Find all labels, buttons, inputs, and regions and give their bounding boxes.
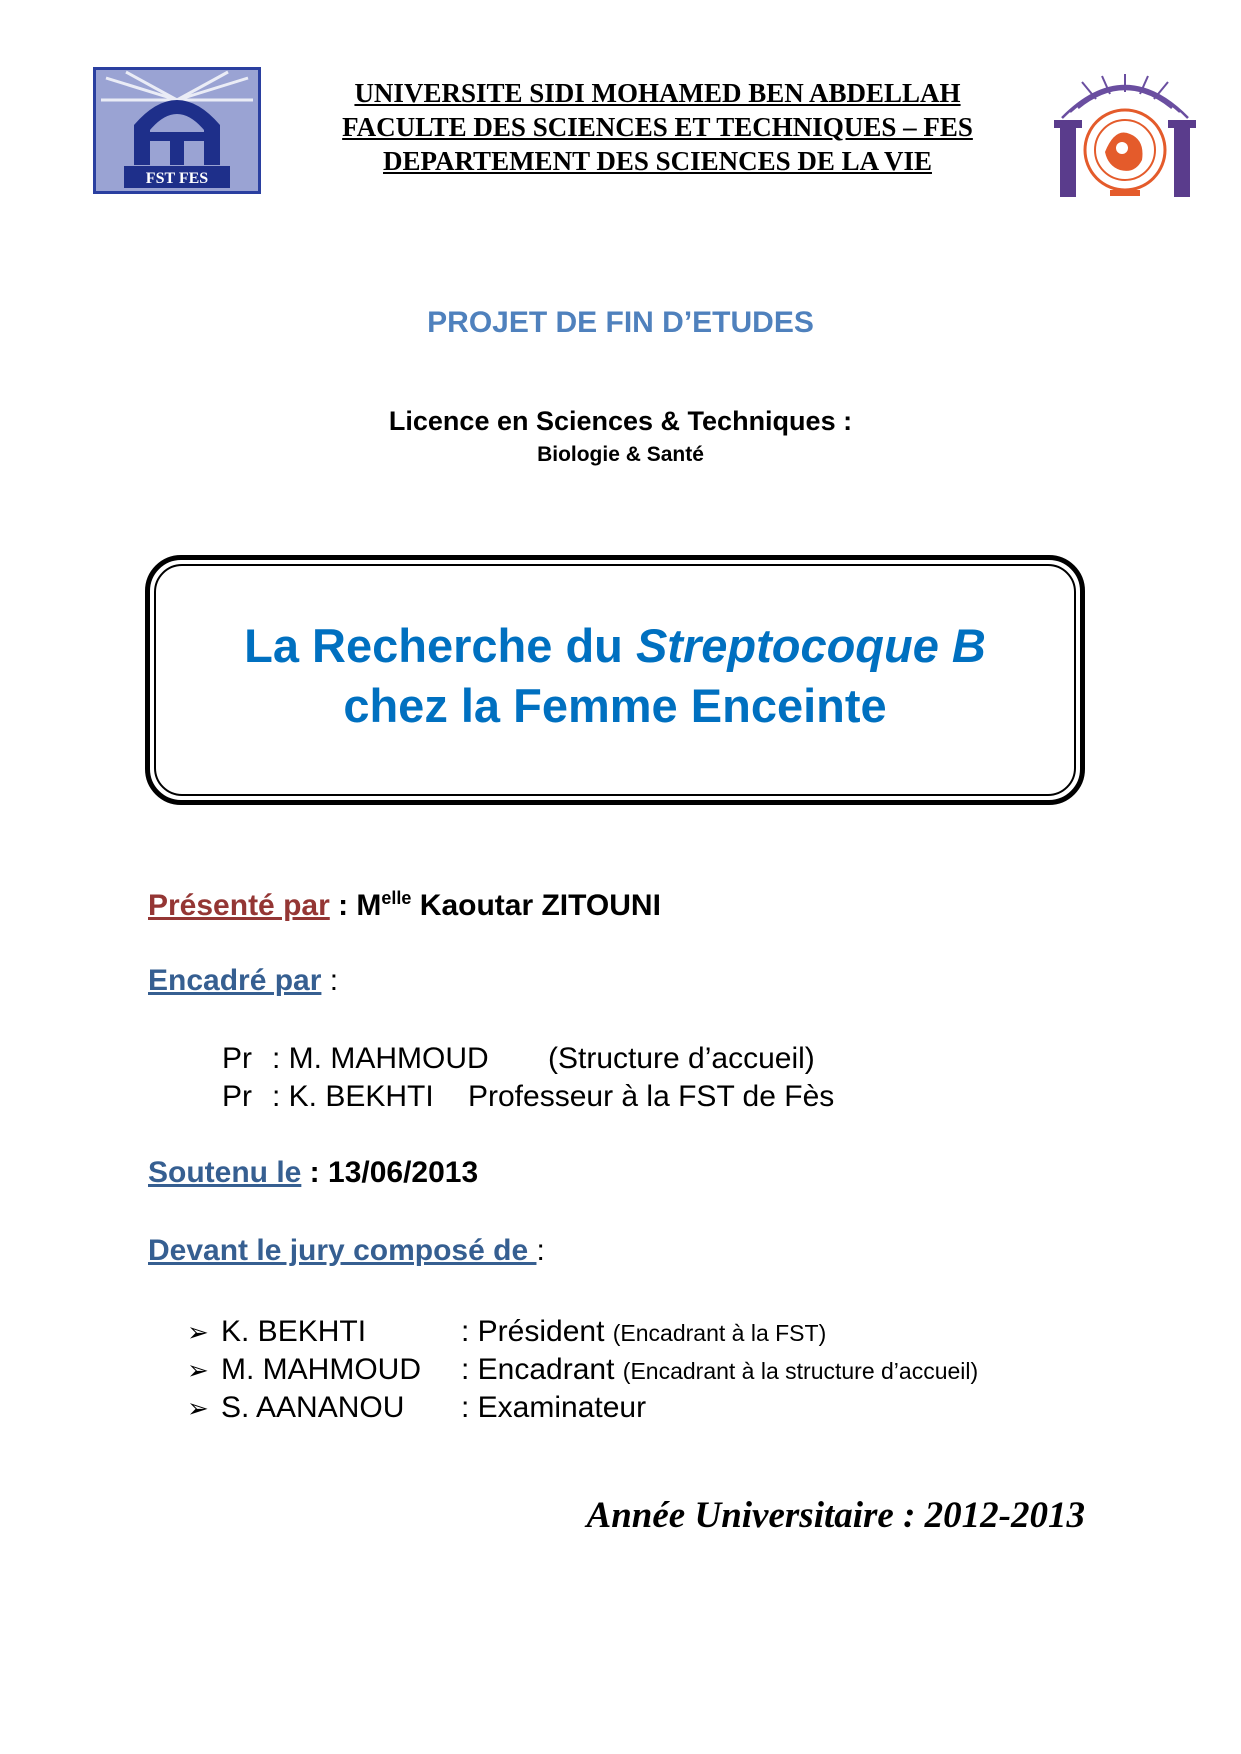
defense-date-row <box>148 1156 478 1190</box>
supervisor-title: Pr <box>222 1042 252 1075</box>
supervisor-line <box>222 1042 815 1076</box>
jury-label: Devant le jury composé de <box>148 1234 537 1267</box>
speciality-label: Biologie & Santé <box>537 443 704 466</box>
jury-row <box>148 1234 545 1268</box>
supervisor-role: Professeur à la FST de Fès <box>468 1080 835 1113</box>
supervisor-line <box>222 1080 834 1114</box>
jury-member-role: : Président <box>461 1315 605 1348</box>
jury-member-name: K. BEKHTI <box>221 1315 367 1348</box>
arrow-bullet-icon: ➢ <box>187 1317 209 1347</box>
defense-date-value: : 13/06/2013 <box>301 1156 479 1189</box>
jury-member-note: (Encadrant à la structure d’accueil) <box>622 1358 979 1384</box>
jury-member-role: : Encadrant <box>461 1353 615 1386</box>
presenter-name: Kaoutar ZITOUNI <box>411 889 661 922</box>
title-italic-organism: Streptocoque B <box>635 619 986 672</box>
presented-by-row <box>148 888 661 923</box>
left-logo-text: FST FES <box>145 170 209 187</box>
title-line-1 <box>145 616 1085 676</box>
presented-title-sup: elle <box>381 888 412 908</box>
supervised-sep: : <box>321 964 339 997</box>
jury-member <box>187 1391 646 1425</box>
supervisor-role: (Structure d’accueil) <box>548 1042 815 1075</box>
jury-member-role: : Examinateur <box>461 1391 647 1424</box>
fst-fes-logo <box>93 67 261 194</box>
jury-member <box>187 1315 826 1349</box>
title-line-2: chez la Femme Enceinte <box>343 679 887 732</box>
supervised-by-row <box>148 964 338 998</box>
jury-member <box>187 1353 978 1387</box>
licence-label: Licence en Sciences & Techniques : <box>388 406 853 436</box>
university-seal-logo <box>1050 72 1200 207</box>
jury-sep: : <box>536 1234 545 1267</box>
university-name: UNIVERSITE SIDI MOHAMED BEN ABDELLAH <box>354 78 961 108</box>
institution-header <box>290 76 1025 178</box>
jury-member-name: S. AANANOU <box>221 1391 405 1424</box>
supervisor-name: : M. MAHMOUD <box>272 1042 489 1075</box>
academic-year: Année Universitaire : 2012-2013 <box>586 1495 1085 1536</box>
jury-member-note: (Encadrant à la FST) <box>612 1320 827 1346</box>
supervisor-name: : K. BEKHTI <box>272 1080 434 1113</box>
title-part1: La Recherche du <box>244 619 636 672</box>
supervisor-title: Pr <box>222 1080 252 1113</box>
department-name: DEPARTEMENT DES SCIENCES DE LA VIE <box>383 146 932 176</box>
jury-member-name: M. MAHMOUD <box>221 1353 421 1386</box>
thesis-title <box>145 616 1085 736</box>
faculty-name: FACULTE DES SCIENCES ET TECHNIQUES – FES <box>342 112 973 142</box>
arrow-bullet-icon: ➢ <box>187 1393 209 1423</box>
fst-fes-emblem-icon <box>96 70 258 191</box>
supervised-by-label: Encadré par <box>148 964 322 997</box>
university-seal-icon <box>1050 72 1200 207</box>
defense-date-label: Soutenu le <box>148 1156 302 1189</box>
project-type-label: PROJET DE FIN D’ETUDES <box>427 306 814 339</box>
presented-sep: : M <box>329 889 382 922</box>
arrow-bullet-icon: ➢ <box>187 1355 209 1385</box>
presented-by-label: Présenté par <box>148 889 330 922</box>
